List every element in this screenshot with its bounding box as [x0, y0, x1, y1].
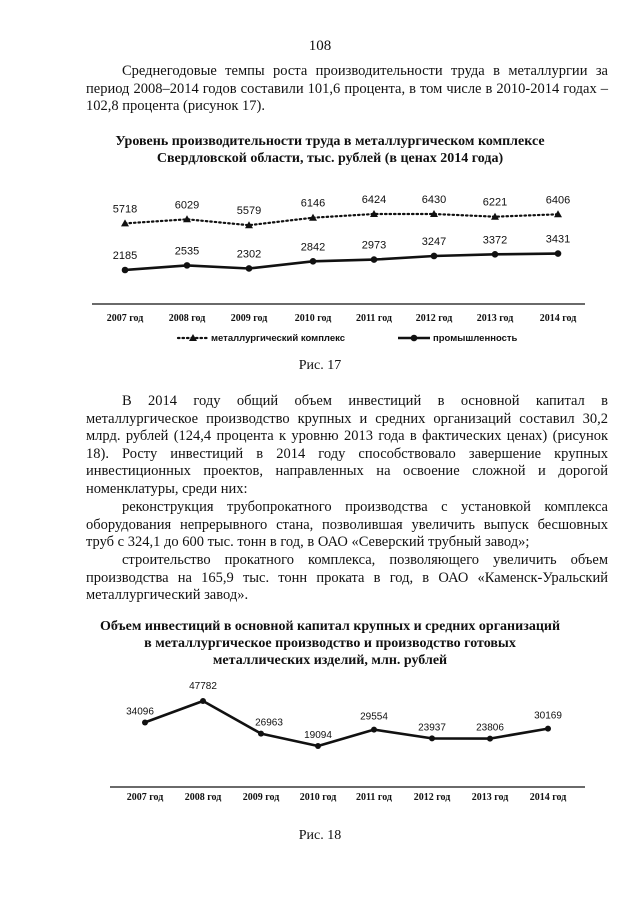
x-tick-label: 2008 год — [168, 313, 206, 324]
figure18-title — [70, 618, 590, 669]
data-label: 6029 — [174, 199, 200, 212]
x-tick-label: 2014 год — [529, 792, 567, 803]
figure18-title-line2: в металлургическое производство и производство готовых — [144, 636, 516, 651]
data-point — [122, 267, 129, 274]
figure18-title-line1: Объем инвестиций в основной капитал крупных и средних организаций — [99, 619, 561, 634]
x-tick-label: 2013 год — [471, 792, 509, 803]
data-label: 6146 — [300, 197, 326, 210]
data-label: 3431 — [545, 233, 571, 246]
figure17-title-line2: Свердловской области, тыс. рублей (в ценах 2014 года) — [156, 151, 504, 166]
data-label: 6430 — [421, 193, 447, 206]
data-label: 47782 — [189, 680, 217, 692]
data-point — [184, 262, 191, 269]
x-tick-label: 2012 год — [413, 792, 451, 803]
data-point — [121, 219, 129, 226]
x-tick-label: 2010 год — [299, 792, 337, 803]
data-label: 2185 — [112, 250, 138, 262]
data-label: 23937 — [418, 722, 446, 734]
investment-chart — [0, 676, 640, 806]
x-tick-label: 2013 год — [476, 313, 514, 324]
data-label: 5579 — [236, 205, 262, 218]
legend-label: промышленность — [433, 333, 518, 344]
figure17-title-line1: Уровень производительности труда в металлургическом комплексе — [115, 134, 545, 149]
figure18-caption: Рис. 18 — [298, 828, 342, 843]
data-point — [431, 253, 438, 260]
data-label: 19094 — [304, 730, 332, 741]
data-point — [310, 258, 317, 265]
x-tick-label: 2008 год — [184, 792, 222, 803]
data-label: 29554 — [360, 711, 388, 723]
data-label: 23806 — [476, 722, 504, 734]
data-label: 2302 — [236, 248, 262, 261]
paragraph-investments: В 2014 году общий объем инвестиций в основной капитал в металлургическое производство крупных и средних организаций составил 30,2 млрд. рублей (124,4 процента к уровню 2013 года в фактических ценах) (рисунок 18). Росту инвестиций в 2014 году способствовало завершение крупных инвестиционных проектов, направленных на освоение сложной и дорогой номенклатуры, среди них: — [86, 393, 608, 497]
paragraph-project-pipe-mill: реконструкция трубопрокатного производства с установкой комплекса оборудования непрерывного стана, позволившая увеличить выпуск бесшовных труб с 324,1 до 600 тыс. тонн в год, в ОАО «Северский трубный завод»; — [86, 499, 608, 550]
legend-label: металлургический комплекс — [211, 333, 346, 344]
x-tick-label: 2007 год — [126, 792, 164, 803]
data-label: 3247 — [421, 235, 447, 248]
data-label: 2842 — [300, 241, 326, 254]
data-point — [487, 736, 493, 742]
figure17-caption: Рис. 17 — [298, 358, 342, 373]
data-point — [429, 735, 435, 741]
data-label: 2535 — [174, 245, 200, 258]
data-label: 2973 — [361, 239, 387, 252]
data-point — [142, 719, 148, 725]
figure18-title-line3: металлических изделий, млн. рублей — [212, 653, 448, 668]
data-label: 6221 — [482, 196, 508, 209]
data-point — [200, 698, 206, 704]
figure17-title — [80, 133, 580, 167]
productivity-chart — [0, 182, 640, 367]
x-tick-label: 2011 год — [355, 792, 393, 803]
data-point — [371, 256, 378, 263]
x-tick-label: 2009 год — [242, 792, 280, 803]
x-tick-label: 2007 год — [106, 313, 144, 324]
data-point — [246, 265, 253, 272]
data-label: 5718 — [112, 203, 138, 216]
data-point — [545, 726, 551, 732]
data-label: 34096 — [126, 706, 154, 718]
data-point — [492, 251, 499, 258]
data-label: 26963 — [255, 717, 283, 729]
x-tick-label: 2014 год — [539, 313, 577, 324]
data-point — [555, 250, 562, 257]
data-label: 30169 — [534, 710, 562, 722]
x-tick-label: 2009 год — [230, 313, 268, 324]
x-tick-label: 2012 год — [415, 313, 453, 324]
data-label: 6406 — [545, 194, 571, 207]
x-tick-label: 2011 год — [355, 313, 393, 324]
legend-marker-circle — [411, 335, 418, 342]
data-point — [258, 731, 264, 737]
page-number: 108 — [308, 38, 332, 54]
data-label: 3372 — [482, 234, 508, 247]
data-point — [371, 727, 377, 733]
x-tick-label: 2010 год — [294, 313, 332, 324]
data-point — [315, 743, 321, 749]
paragraph-project-rolling-complex: строительство прокатного комплекса, позволяющего увеличить объем производства на 165,9 тыс. тонн проката в год, в ОАО «Каменск-Уральский металлургический завод». — [86, 552, 608, 603]
data-label: 6424 — [361, 194, 387, 207]
paragraph-productivity: Среднегодовые темпы роста производительности труда в металлургии за период 2008–2014 годов составили 101,6 процента, в том числе в 2010-2014 годах – 102,8 процента (рисунок 17). — [86, 63, 608, 114]
